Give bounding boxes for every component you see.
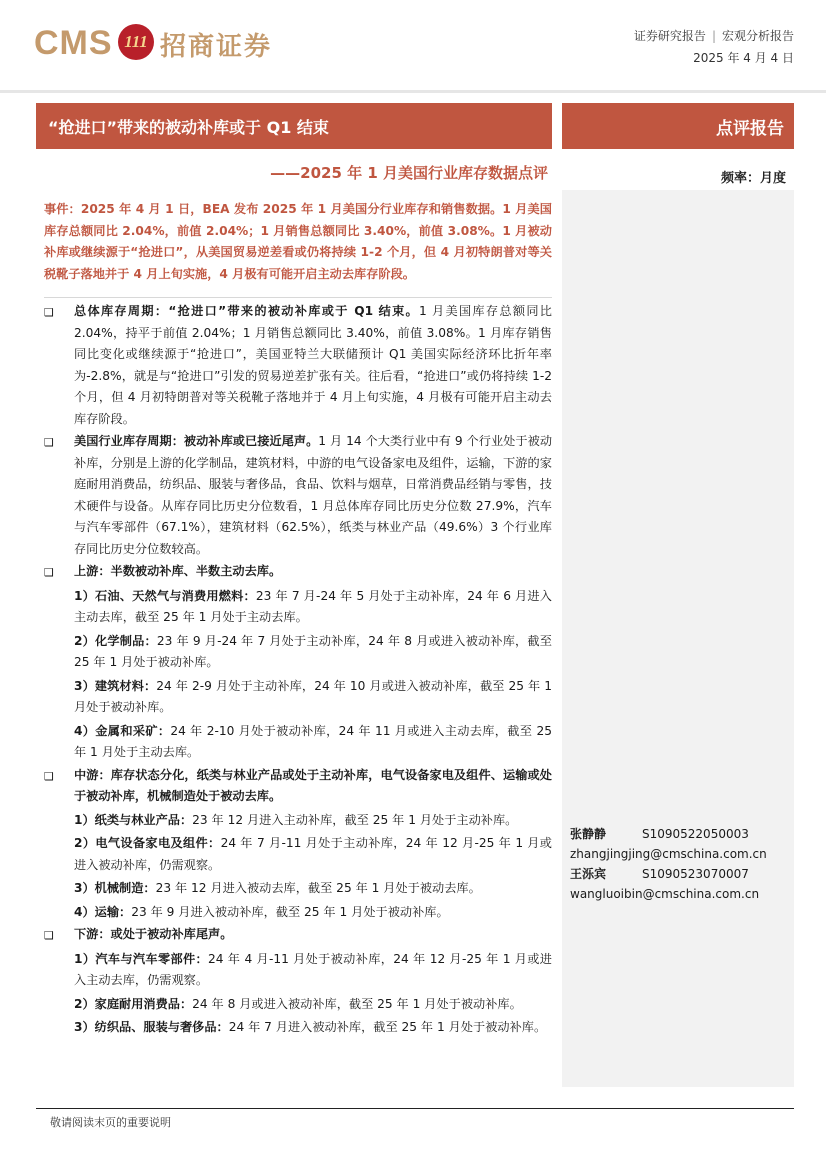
frequency-label: 频率：月度 — [720, 171, 786, 186]
logo-icon: 111 — [118, 24, 154, 60]
report-type: 证券研究报告 — [633, 29, 706, 43]
analyst-id: S1090522050003 — [642, 827, 749, 841]
analyst-name: 王泺宾 — [570, 867, 607, 881]
footer-note: 敬请阅读末页的重要说明 — [50, 1116, 171, 1129]
sub-text: 24 年 4 月-11 月处于被动补库，24 年 12 月-25 年 1 月或进入主动去库，仍需观察。 — [74, 951, 552, 987]
sub-item — [74, 878, 552, 900]
logo-chinese-name: 招商证券 — [160, 32, 273, 62]
report-kind-banner: 点评报告 — [562, 103, 794, 149]
sub-lead: 1）石油、天然气与消费用燃料： — [74, 588, 256, 603]
section-divider — [44, 297, 552, 298]
divider: | — [711, 29, 716, 43]
report-category: 宏观分析报告 — [721, 29, 794, 43]
sub-lead: 4）金属和采矿： — [74, 723, 171, 738]
sub-lead: 3）建筑材料： — [74, 678, 157, 693]
section-lead: 下游：或处于被动补库尾声。 — [74, 927, 233, 941]
section-lead: 美国行业库存周期：被动补库或已接近尾声。 — [74, 434, 319, 448]
sub-text: 24 年 2-9 月处于主动补库，24 年 10 月或进入被动补库，截至 25 年 1 月处于被动补库。 — [74, 678, 553, 714]
sub-lead: 2）化学制品： — [74, 633, 157, 648]
section-item — [44, 924, 552, 947]
header-divider — [0, 90, 826, 93]
sub-lead: 4）运输： — [74, 904, 132, 919]
analyst-id: S1090523070007 — [642, 867, 749, 881]
section-lead: 总体库存周期：“抢进口”带来的被动补库或于 Q1 结束。 — [74, 304, 420, 318]
sub-lead: 1）汽车与汽车零部件： — [74, 951, 209, 966]
sub-item — [74, 949, 552, 992]
sub-lead: 1）纸类与林业产品： — [74, 812, 193, 827]
section-item — [44, 431, 552, 560]
sub-item — [74, 1017, 552, 1039]
section-text: 1 月 14 个大类行业中有 9 个行业处于被动补库，分别是上游的化学制品，建筑材料，中游的电气设备家电及组件，运输，下游的家庭耐用消费品，纺织品、服装与奢侈品，食品、饮料与烟草，日常消费品经销与零售，技术硬件与设备。从库存同比历史分位数看，1 月总体库存同比历史分位数 27.9%，汽车与汽车零部件（67.1%），建筑材料（62.5%），纸类与林业产品（49.6%）3 个行业库存同比历史分位数较高。 — [74, 434, 553, 556]
checkbox-icon: ❑ — [44, 566, 54, 579]
section-lead: 上游：半数被动补库、半数主动去库。 — [74, 564, 282, 578]
checkbox-icon: ❑ — [44, 769, 54, 783]
sub-lead: 3）纺织品、服装与奢侈品： — [74, 1020, 229, 1034]
analyst-2 — [570, 864, 759, 904]
sub-text: 24 年 7 月-11 月处于主动补库，24 年 12 月-25 年 1 月或进入被动补库，仍需观察。 — [74, 836, 552, 872]
checkbox-icon: ❑ — [44, 306, 54, 319]
analyst-email[interactable]: wangluoibin@cmschina.com.cn — [570, 887, 760, 901]
section-lead: 中游：库存状态分化，纸类与林业产品或处于主动补库，电气设备家电及组件、运输或处于被动补库，机械制造处于被动去库。 — [74, 767, 552, 803]
section-item — [44, 561, 552, 584]
main-content — [44, 300, 552, 1039]
sub-lead: 2）电气设备家电及组件： — [74, 836, 221, 850]
sub-text: 24 年 7 月进入被动补库，截至 25 年 1 月处于被动补库。 — [228, 1020, 547, 1034]
sub-text: 24 年 2-10 月处于被动补库，24 年 11 月或进入主动去库，截至 25 年 1 月处于主动去库。 — [74, 723, 552, 759]
sub-item — [74, 676, 552, 719]
sub-item — [74, 721, 552, 764]
sub-item — [74, 902, 552, 924]
report-date: 2025 年 4 月 4 日 — [693, 51, 794, 65]
sub-item — [74, 810, 552, 832]
checkbox-icon: ❑ — [44, 929, 54, 942]
report-title: “抢进口”带来的被动补库或于 Q1 结束 — [36, 103, 552, 149]
sub-item — [74, 994, 552, 1016]
sub-text: 23 年 9 月进入被动补库，截至 25 年 1 月处于被动补库。 — [131, 904, 449, 919]
sub-text: 23 年 7 月-24 年 5 月处于主动补库，24 年 6 月进入主动去库，截至 25 年 1 月处于主动去库。 — [74, 588, 552, 624]
sub-text: 23 年 9 月-24 年 7 月处于主动补库，24 年 8 月或进入被动补库，截至 25 年 1 月处于被动补库。 — [74, 633, 552, 669]
sub-text: 24 年 8 月或进入被动补库，截至 25 年 1 月处于被动补库。 — [192, 996, 522, 1011]
sub-item — [74, 631, 552, 674]
analyst-1 — [570, 824, 767, 864]
sub-text: 23 年 12 月进入被动去库，截至 25 年 1 月处于被动去库。 — [155, 881, 481, 895]
checkbox-icon: ❑ — [44, 436, 54, 449]
analyst-name: 张静静 — [570, 827, 607, 841]
section-item — [44, 301, 552, 430]
report-subtitle: ——2025 年 1 月美国行业库存数据点评 — [270, 164, 548, 182]
sub-lead: 3）机械制造： — [74, 881, 156, 895]
section-text: 1 月美国库存总额同比 2.04%，持平于前值 2.04%；1 月销售总额同比 3.40%，前值 3.08%。1 月库存销售同比变化或继续源于“抢进口”，美国亚特兰大联储预计 Q1 美国实际经济环比折年率为-2.8%，就是与“抢进口”引发的贸易逆差扩张有关。往后看，“抢进口”或仍将持续 1-2 个月，但 4 月初特朗普对等关税靴子落地并于 4 月上旬实施，4 月极有可能开启主动去库存阶段。 — [74, 304, 552, 426]
section-item — [44, 765, 552, 808]
footer-divider — [36, 1108, 794, 1109]
report-type-line — [634, 27, 794, 44]
sub-item — [74, 833, 552, 876]
logo-text: CMS — [34, 24, 113, 62]
side-panel — [562, 190, 794, 1087]
analyst-email[interactable]: zhangjingjing@cmschina.com.cn — [570, 847, 767, 861]
sub-text: 23 年 12 月进入主动补库，截至 25 年 1 月处于主动补库。 — [192, 812, 518, 827]
sub-item — [74, 586, 552, 629]
event-summary: 事件：2025 年 4 月 1 日，BEA 发布 2025 年 1 月美国分行业库存和销售数据。1 月美国库存总额同比 2.04%，前值 2.04%；1 月销售总额同比 3.40%，前值 3.08%。1 月被动补库或继续源于“抢进口”，从美国贸易逆差看或仍将持续 1-2 个月，但 4 月初特朗普对等关税靴子落地并于 4 月上旬实施，4 月极有可能开启主动去库存阶段。 — [44, 202, 552, 281]
sub-lead: 2）家庭耐用消费品： — [74, 996, 193, 1011]
